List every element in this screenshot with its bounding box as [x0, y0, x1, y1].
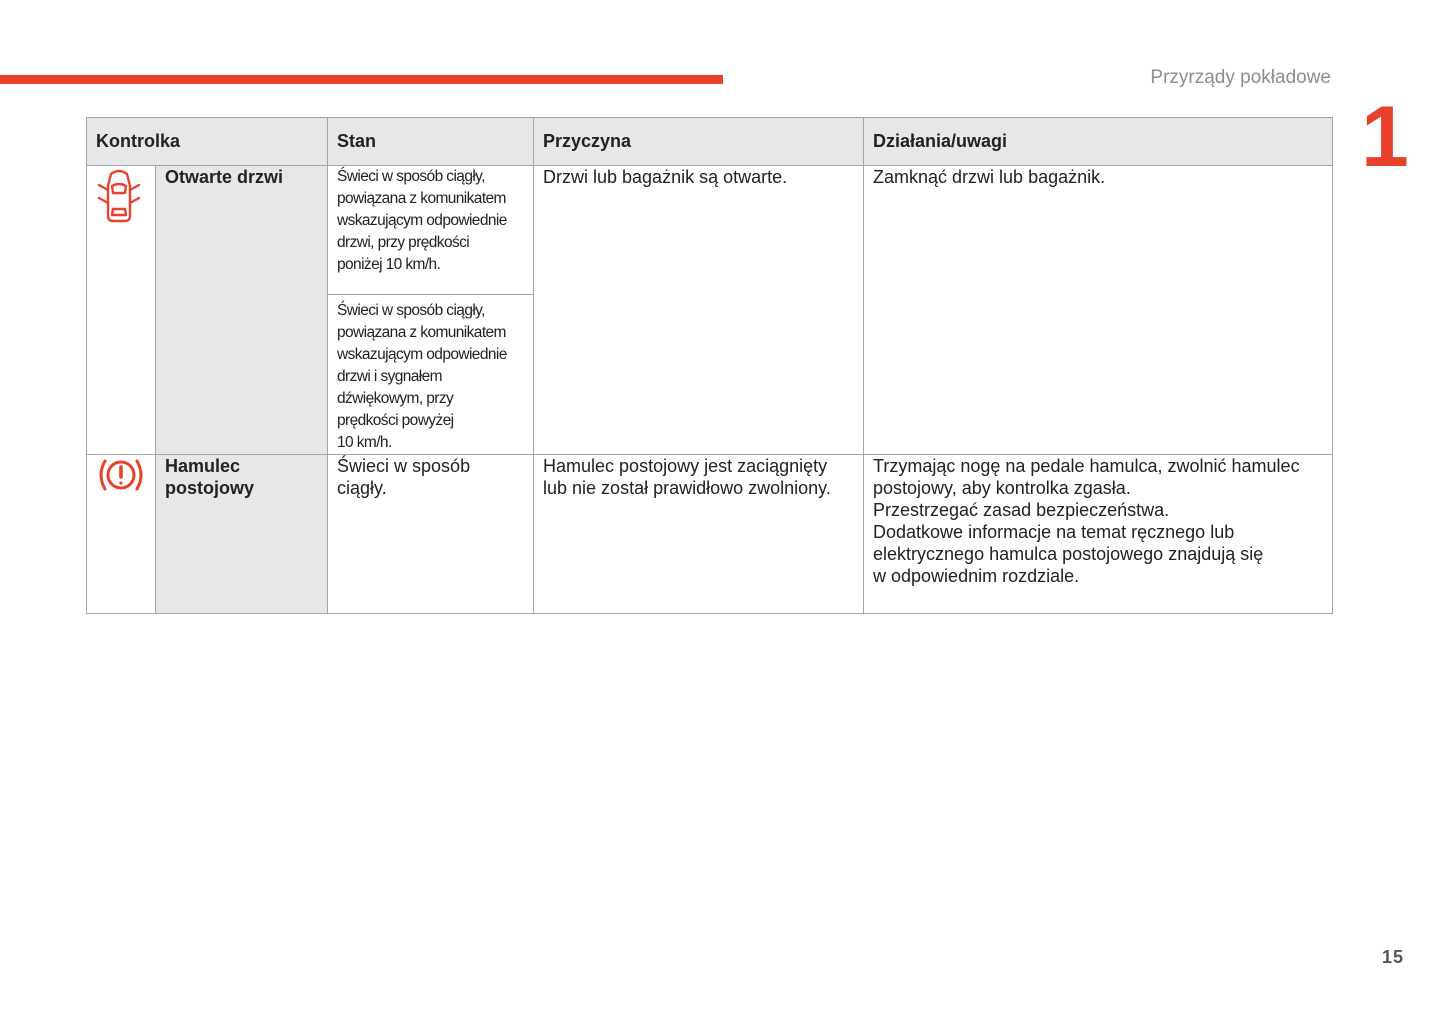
lamp-name-parking-brake: [156, 455, 328, 614]
state-line: Świeci w sposób ciągły,: [337, 168, 485, 185]
state-line: 10 km/h.: [337, 434, 392, 451]
action-open-doors: Zamknąć drzwi lub bagażnik.: [864, 166, 1333, 455]
header-kontrolka: Kontrolka: [87, 118, 328, 166]
action-line: w odpowiednim rozdziale.: [873, 566, 1080, 586]
table-row-open-doors: [87, 166, 1333, 295]
state-line: powiązana z komunikatem: [337, 190, 506, 207]
lamp-name-line: postojowy: [165, 478, 254, 498]
state-line: Świeci w sposób ciągły,: [337, 302, 485, 319]
state-line: prędkości powyżej: [337, 412, 454, 429]
action-line: Przestrzegać zasad bezpieczeństwa.: [873, 500, 1170, 520]
icon-cell: [87, 455, 156, 614]
header-stan: Stan: [328, 118, 534, 166]
warning-lamps-table: [86, 117, 1333, 614]
state-line: powiązana z komunikatem: [337, 324, 506, 341]
action-line: Trzymając nogę na pedale hamulca, zwolnić hamulec: [873, 456, 1300, 476]
state-high-speed: [328, 295, 534, 455]
state-line: ciągły.: [337, 478, 387, 498]
lamp-name-open-doors: Otwarte drzwi: [156, 166, 328, 455]
state-line: wskazującym odpowiednie: [337, 346, 507, 363]
state-line: dźwiękowym, przy: [337, 390, 454, 407]
chapter-number: 1: [1361, 89, 1409, 185]
header-przyczyna: Przyczyna: [534, 118, 864, 166]
state-line: Świeci w sposób: [337, 456, 471, 476]
section-title: Przyrządy pokładowe: [1150, 67, 1331, 88]
state-parking-brake: [328, 455, 534, 614]
cause-line: Hamulec postojowy jest zaciągnięty: [543, 456, 828, 476]
header-dzialania: Działania/uwagi: [864, 118, 1333, 166]
icon-cell: [87, 166, 156, 455]
open-door-car-icon: [96, 213, 142, 230]
state-low-speed: [328, 166, 534, 295]
state-line: drzwi i sygnałem: [337, 368, 442, 385]
action-line: postojowy, aby kontrolka zgasła.: [873, 478, 1131, 498]
action-parking-brake: [864, 455, 1333, 614]
cause-parking-brake: [534, 455, 864, 614]
page-number: 15: [1382, 947, 1405, 967]
cause-open-doors: Drzwi lub bagażnik są otwarte.: [534, 166, 864, 455]
accent-bar: [0, 75, 723, 84]
lamp-name-line: Hamulec: [165, 456, 241, 476]
state-line: wskazującym odpowiednie: [337, 212, 507, 229]
parking-brake-icon: [96, 482, 146, 499]
state-line: poniżej 10 km/h.: [337, 256, 441, 273]
action-line: elektrycznego hamulca postojowego znajdują się: [873, 544, 1264, 564]
table-row-parking-brake: [87, 455, 1333, 614]
state-line: drzwi, przy prędkości: [337, 234, 470, 251]
cause-line: lub nie został prawidłowo zwolniony.: [543, 478, 831, 498]
action-line: Dodatkowe informacje na temat ręcznego lub: [873, 522, 1235, 542]
table-header-row: [87, 118, 1333, 166]
